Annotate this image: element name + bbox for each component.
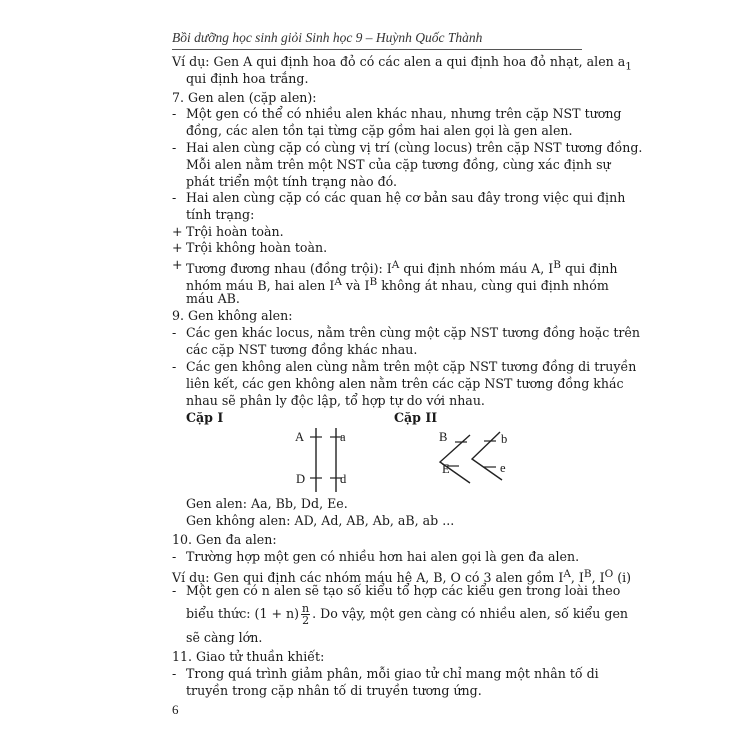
s10-p2-line1: Một gen có n alen sẽ tạo số kiểu tổ hợp các kiểu gen trong loài theo	[186, 583, 621, 598]
s7-p3-line1: Hai alen cùng cặp có các quan hệ cơ bản sau đây trong việc qui định	[186, 190, 626, 205]
locus-label-e: e	[500, 461, 506, 475]
bullet-dash: -	[172, 359, 177, 374]
s7-p2-line2: Mỗi alen nằm trên một NST của cặp tương đồng, cùng xác định sự	[186, 157, 611, 172]
section-7-title: 7. Gen alen (cặp alen):	[172, 90, 317, 105]
text: qui định nhóm máu A, I	[399, 261, 554, 277]
fraction-denominator: 2	[302, 614, 310, 627]
chromosome-4	[472, 432, 502, 480]
superscript: A	[563, 568, 571, 580]
s9-p1-line1: Các gen khác locus, nằm trên cùng một cặp NST tương đồng hoặc trên	[186, 325, 640, 340]
pair-2-label: Cặp II	[394, 410, 438, 425]
bullet-dash: -	[172, 190, 177, 205]
subscript: 1	[625, 60, 632, 73]
text: (i)	[613, 570, 632, 586]
bullet-dash: -	[172, 549, 177, 564]
superscript: B	[553, 259, 561, 271]
s7-p4-line3: máu AB.	[186, 291, 240, 306]
text: Tương đương nhau (đồng trội): I	[186, 261, 392, 277]
s9-p2-line1: Các gen không alen cùng nằm trên một cặp NST tương đồng di truyền	[186, 359, 637, 374]
section-9-title: 9. Gen không alen:	[172, 308, 293, 323]
example-line-2: qui định hoa trắng.	[186, 71, 309, 86]
s10-p1: Trường hợp một gen có nhiều hơn hai alen gọi là gen đa alen.	[186, 549, 580, 564]
page-number: 6	[172, 702, 179, 717]
gen-alen-example: Gen alen: Aa, Bb, Dd, Ee.	[186, 496, 348, 511]
pair-1-label: Cặp I	[186, 410, 224, 425]
superscript: B	[583, 568, 592, 580]
text: biểu thức: (1 + n)	[186, 606, 300, 621]
bullet-dash: -	[172, 666, 177, 681]
s7-p2-line1: Hai alen cùng cặp có cùng vị trí (cùng locus) trên cặp NST tương đồng.	[186, 140, 643, 155]
bullet-plus: +	[172, 224, 183, 239]
s9-p2-line2: liên kết, các gen không alen nằm trên các cặp NST tương đồng khác	[186, 376, 624, 391]
bullet-plus: +	[172, 240, 183, 255]
gen-khong-alen-example: Gen không alen: AD, Ad, AB, Ab, aB, ab ...	[186, 513, 455, 528]
locus-label-d: d	[340, 472, 347, 486]
bullet-plus: +	[172, 257, 183, 272]
s7-p3-line2: tính trạng:	[186, 207, 255, 222]
s7-p2-line3: phát triển một tính trạng nào đó.	[186, 174, 398, 189]
section-10-title: 10. Gen đa alen:	[172, 532, 277, 547]
s7-plus-2: Trội không hoàn toàn.	[186, 240, 328, 255]
text: Ví dụ: Gen qui định các nhóm máu hệ A, B, O có 3 alen gồm I	[172, 570, 564, 586]
s7-p1-line1: Một gen có thể có nhiều alen khác nhau, nhưng trên cặp NST tương	[186, 106, 622, 121]
superscript: A	[334, 276, 342, 288]
fraction	[301, 603, 310, 626]
s7-plus-1: Trội hoàn toàn.	[186, 224, 284, 239]
locus-label-D: D	[296, 472, 306, 486]
s11-p1-line2: truyền trong cặp nhân tố di truyền tương ứng.	[186, 683, 482, 698]
bullet-dash: -	[172, 140, 177, 155]
text: Ví dụ: Gen A qui định hoa đỏ có các alen a qui định hoa đỏ nhạt, alen a	[172, 54, 626, 69]
s10-p2-line3: sẽ càng lớn.	[186, 630, 263, 645]
text: và I	[341, 278, 370, 294]
text: , I	[570, 570, 584, 586]
locus-label-b: b	[501, 432, 508, 446]
text: . Do vậy, một gen càng có nhiều alen, số kiểu gen	[312, 606, 629, 621]
section-11-title: 11. Giao tử thuần khiết:	[172, 649, 325, 664]
locus-label-a: a	[340, 430, 346, 444]
running-header: Bồi dưỡng học sinh giỏi Sinh học 9 – Huỳnh Quốc Thành	[172, 30, 582, 50]
locus-label-A: A	[295, 430, 305, 444]
superscript: A	[391, 259, 400, 271]
text: qui định	[560, 261, 618, 277]
s7-p1-line2: đồng, các alen tồn tại từng cặp gồm hai alen gọi là gen alen.	[186, 123, 573, 138]
s10-p2-line2	[186, 603, 628, 626]
superscript: B	[369, 276, 378, 288]
s9-p1-line2: các cặp NST tương đồng khác nhau.	[186, 342, 418, 357]
s11-p1-line1: Trong quá trình giảm phân, mỗi giao tử chỉ mang một nhân tố di	[186, 666, 599, 681]
text: không át nhau, cùng qui định nhóm	[377, 278, 609, 294]
s9-p2-line3: nhau sẽ phân ly độc lập, tổ hợp tự do với nhau.	[186, 393, 485, 408]
text: nhóm máu B, hai alen I	[186, 278, 335, 294]
fraction-numerator: n	[302, 602, 310, 615]
bullet-dash: -	[172, 325, 177, 340]
locus-label-B: B	[439, 430, 448, 444]
text: , I	[591, 570, 605, 586]
bullet-dash: -	[172, 583, 177, 598]
locus-label-E: E	[442, 462, 450, 476]
superscript: O	[604, 568, 614, 580]
bullet-dash: -	[172, 106, 177, 121]
